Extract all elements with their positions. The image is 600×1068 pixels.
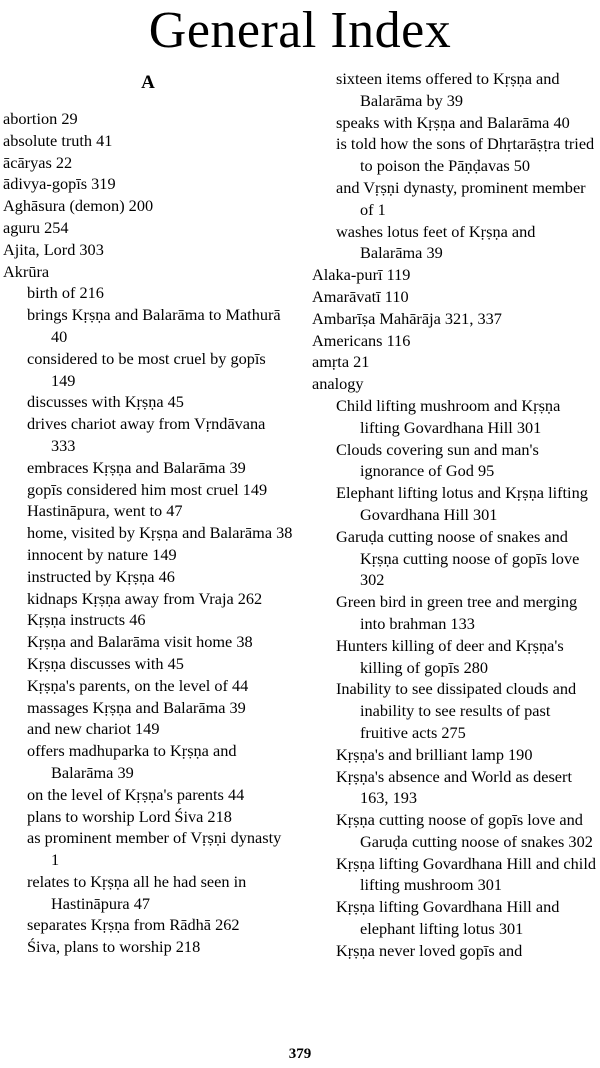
index-subentry: Green bird in green tree and merging into brahman 133: [336, 592, 578, 633]
index-subentry: home, visited by Kṛṣṇa and Balarāma 38: [27, 523, 293, 543]
index-subentry: Kṛṣṇa's parents, on the level of 44: [27, 675, 249, 695]
index-subentry: drives chariot away from Vṛndāvana 333: [27, 414, 266, 455]
index-subentry: is told how the sons of Dhṛtarāṣṭra tried to poison the Pāṇḍavas 50: [336, 134, 595, 176]
index-entry: amṛta 21: [312, 352, 370, 372]
index-subentry: considered to be most cruel by gopīs 149: [27, 348, 266, 390]
index-entry: absolute truth 41: [3, 130, 113, 150]
index-entry: Americans 116: [312, 330, 411, 350]
index-subentry: gopīs considered him most cruel 149: [27, 479, 268, 499]
right-entry-list: [312, 68, 600, 962]
index-subentry: Kṛṣṇa's and brilliant lamp 190: [336, 744, 533, 764]
index-subentry: kidnaps Kṛṣṇa away from Vraja 262: [27, 588, 263, 608]
index-subentry: Kṛṣṇa cutting noose of gopīs love and Garuḍa cutting noose of snakes 302: [336, 810, 593, 851]
index-entry: Alaka-purī 119: [312, 265, 411, 285]
index-subentry: Child lifting mushroom and Kṛṣṇa lifting Govardhana Hill 301: [336, 395, 561, 437]
index-subentry: Kṛṣṇa instructs 46: [27, 610, 146, 630]
index-entry: Ajita, Lord 303: [3, 239, 104, 259]
index-subentry: discusses with Kṛṣṇa 45: [27, 392, 184, 412]
page-number: 379: [288, 1046, 312, 1062]
index-subentry: Kṛṣṇa and Balarāma visit home 38: [27, 632, 253, 652]
page-title: General Index: [148, 2, 452, 59]
index-subentry: and new chariot 149: [27, 719, 160, 739]
index-subentry: Garuḍa cutting noose of snakes and Kṛṣṇa cutting noose of gopīs love 302: [336, 526, 580, 590]
index-entry: aguru 254: [3, 217, 69, 237]
index-subentry: as prominent member of Vṛṣṇi dynasty 1: [27, 828, 282, 870]
index-subentry: washes lotus feet of Kṛṣṇa and Balarāma 39: [336, 221, 536, 263]
index-entry: Aghāsura (demon) 200: [3, 196, 154, 216]
index-subentry: separates Kṛṣṇa from Rādhā 262: [27, 915, 240, 935]
index-subentry: and Vṛṣṇi dynasty, prominent member of 1: [336, 177, 586, 219]
index-entry: Akrūra: [3, 261, 50, 281]
index-entry: ācāryas 22: [3, 152, 73, 172]
index-subentry: Hunters killing of deer and Kṛṣṇa's killing of gopīs 280: [336, 635, 564, 677]
index-entry: Ambarīṣa Mahārāja 321, 337: [312, 308, 502, 328]
index-entry: Amarāvatī 110: [312, 286, 409, 306]
index-subentry: relates to Kṛṣṇa all he had seen in Hastināpura 47: [27, 871, 247, 913]
index-subentry: embraces Kṛṣṇa and Balarāma 39: [27, 457, 246, 477]
index-subentry: speaks with Kṛṣṇa and Balarāma 40: [336, 112, 570, 132]
index-subentry: on the level of Kṛṣṇa's parents 44: [27, 784, 245, 804]
index-subentry: Clouds covering sun and man's ignorance of God 95: [336, 439, 539, 481]
index-subentry: Kṛṣṇa discusses with 45: [27, 653, 184, 673]
index-subentry: birth of 216: [27, 283, 104, 303]
left-entry-list: [3, 108, 293, 958]
index-subentry: instructed by Kṛṣṇa 46: [27, 566, 175, 586]
index-subentry: massages Kṛṣṇa and Balarāma 39: [27, 697, 246, 717]
index-subentry: sixteen items offered to Kṛṣṇa and Balarāma by 39: [336, 69, 560, 110]
index-subentry: Inability to see dissipated clouds and inability to see results of past fruitive acts 275: [336, 679, 577, 742]
index-column-left: [3, 68, 293, 958]
index-subentry: Kṛṣṇa's absence and World as desert 163, 193: [336, 766, 572, 808]
index-subentry: Kṛṣṇa lifting Govardhana Hill and child lifting mushroom 301: [336, 853, 596, 895]
index-subentry: brings Kṛṣṇa and Balarāma to Mathurā 40: [27, 305, 281, 346]
index-subentry: innocent by nature 149: [27, 544, 177, 564]
index-entry: abortion 29: [3, 109, 78, 128]
index-entry: analogy: [312, 374, 364, 394]
index-subentry: offers madhuparka to Kṛṣṇa and Balarāma 39: [27, 741, 237, 782]
index-column-right: [312, 68, 600, 962]
section-letter: A: [141, 72, 155, 93]
index-subentry: Elephant lifting lotus and Kṛṣṇa lifting Govardhana Hill 301: [336, 483, 588, 524]
index-subentry: Śiva, plans to worship 218: [27, 937, 201, 957]
index-entry: ādivya-gopīs 319: [3, 174, 116, 194]
index-subentry: Kṛṣṇa lifting Govardhana Hill and elephant lifting lotus 301: [336, 897, 560, 939]
index-subentry: plans to worship Lord Śiva 218: [27, 806, 232, 826]
index-subentry: Kṛṣṇa never loved gopīs and: [336, 940, 523, 960]
index-subentry: Hastināpura, went to 47: [27, 501, 183, 521]
